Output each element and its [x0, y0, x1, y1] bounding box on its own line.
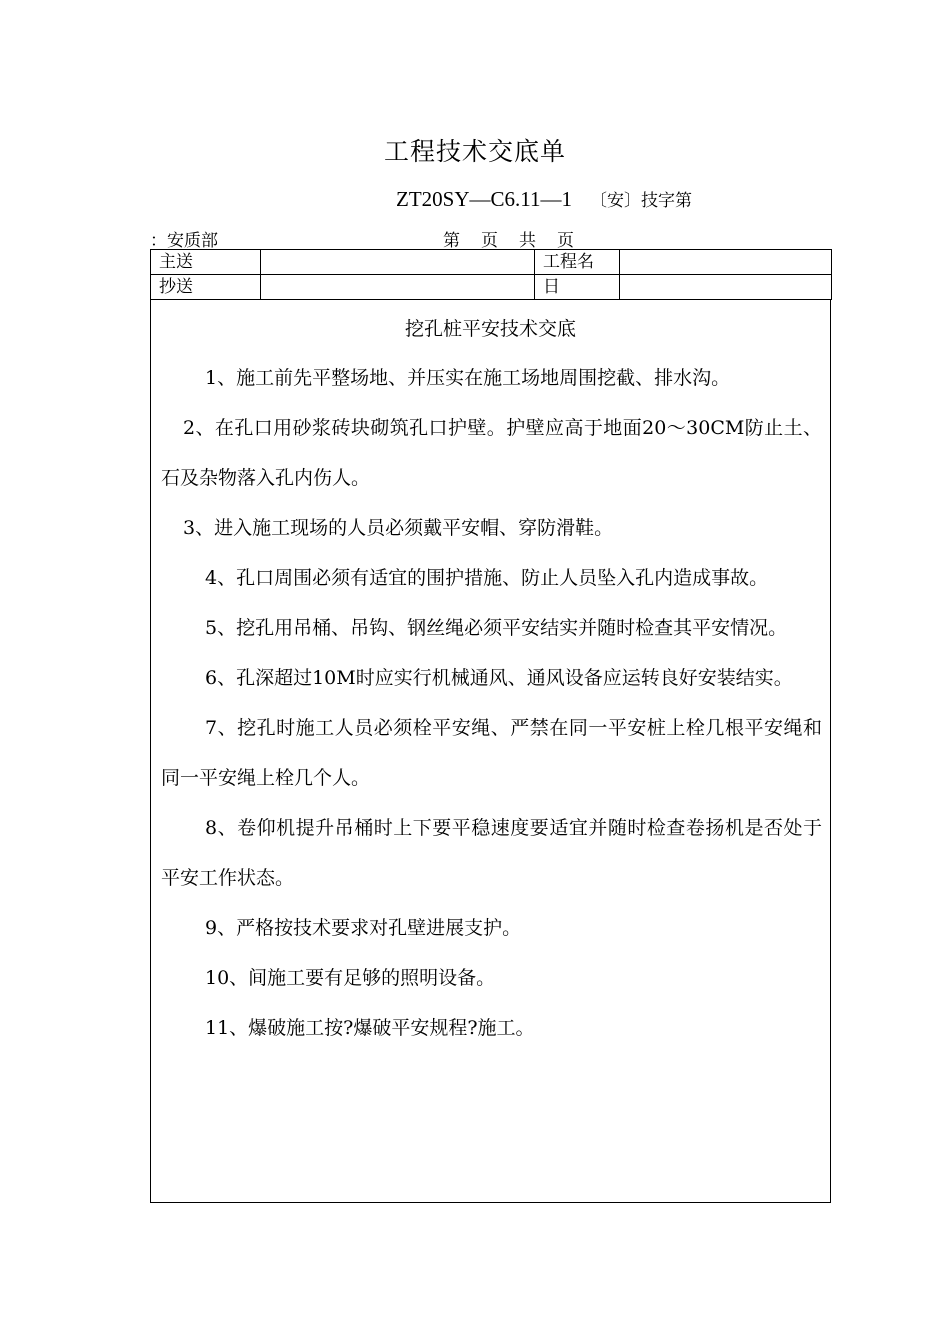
list-item: 2、在孔口用砂浆砖块砌筑孔口护壁。护壁应高于地面20～30CM防止土、石及杂物落入孔内伤人。 — [161, 417, 822, 489]
list-item: 1、施工前先平整场地、并压实在施工场地周围挖截、排水沟。 — [205, 367, 731, 389]
project-name-label: 工程名 — [535, 250, 620, 275]
list-item: 3、进入施工现场的人员必须戴平安帽、穿防滑鞋。 — [183, 517, 614, 539]
document-number — [396, 186, 692, 212]
list-item: 10、间施工要有足够的照明设备。 — [205, 967, 496, 989]
date-label: 日 — [535, 275, 620, 300]
cc-label: 抄送 — [151, 275, 261, 300]
date-field[interactable] — [620, 275, 832, 300]
header-form-table — [150, 249, 832, 300]
safety-item-list — [161, 353, 822, 1053]
form-row-cc — [151, 275, 832, 300]
form-row-recipient — [151, 250, 832, 275]
document-tag: 〔安〕技字第 — [589, 191, 692, 211]
document-code: ZT20SY—C6.11—1 — [396, 187, 572, 211]
document-title: 工程技术交底单 — [383, 137, 566, 166]
content-box — [150, 300, 831, 1203]
cc-field[interactable] — [261, 275, 535, 300]
department-label: ：安质部 — [150, 231, 218, 251]
list-item: 6、孔深超过10M时应实行机械通风、通风设备应运转良好安装结实。 — [205, 667, 793, 689]
content-title: 挖孔桩平安技术交底 — [404, 318, 576, 340]
list-item: 5、挖孔用吊桶、吊钩、钢丝绳必须平安结实并随时检查其平安情况。 — [205, 617, 788, 639]
recipient-field[interactable] — [261, 250, 535, 275]
list-item: 11、爆破施工按?爆破平安规程?施工。 — [205, 1017, 535, 1039]
list-item: 4、孔口周围必须有适宜的围护措施、防止人员坠入孔内造成事故。 — [205, 567, 769, 589]
project-name-field[interactable] — [620, 250, 832, 275]
page-count-label: 第 页 共 页 — [443, 231, 576, 251]
list-item: 7、挖孔时施工人员必须栓平安绳、严禁在同一平安桩上栓几根平安绳和同一平安绳上栓几个人。 — [161, 717, 822, 789]
list-item: 9、严格按技术要求对孔壁进展支护。 — [205, 917, 522, 939]
recipient-label: 主送 — [151, 250, 261, 275]
list-item: 8、卷仰机提升吊桶时上下要平稳速度要适宜并随时检查卷扬机是否处于平安工作状态。 — [161, 817, 822, 889]
